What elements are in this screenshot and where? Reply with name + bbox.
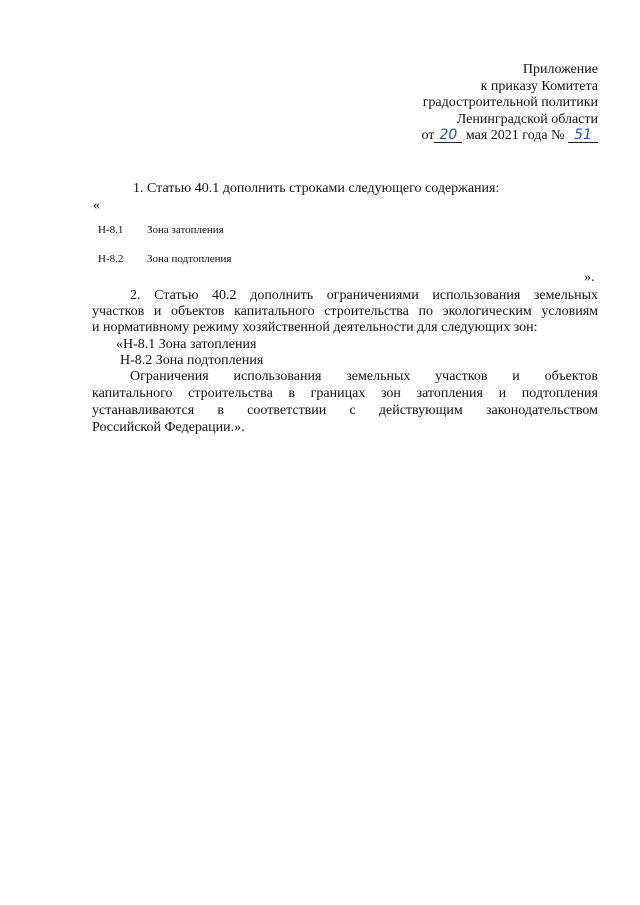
handwritten-date: 20 (434, 128, 462, 143)
close-quote: ». (584, 270, 595, 285)
header-line-2: к приказу Комитета (480, 78, 598, 94)
table-row-code: Н-8.2 (98, 253, 124, 265)
date-prefix: от (421, 128, 435, 143)
table-row-name: Зона затопления (147, 224, 224, 236)
item-2-line-3: и нормативному режиму хозяйственной деятельности для следующих зон: (92, 320, 538, 335)
zone-1: «Н-8.1 Зона затопления (116, 337, 257, 352)
header-line-3: градостроительной политики (422, 95, 598, 110)
para-line-2: капитального строительства в границах зон затопления и подтопления (92, 386, 598, 401)
header-date-line (421, 128, 598, 145)
item-2-line-2: участков и объектов капитального строительства по экологическим условиям (92, 304, 598, 319)
appendix-header (421, 62, 598, 145)
zone-2: Н-8.2 Зона подтопления (120, 353, 264, 368)
header-line-1: Приложение (522, 62, 598, 77)
date-suffix: мая 2021 года № (465, 128, 565, 143)
open-quote: « (93, 198, 100, 213)
header-line-4: Ленинградской области (456, 111, 598, 127)
table-row-code: Н-8.1 (98, 224, 124, 236)
para-line-4: Российской Федерации.». (92, 420, 245, 435)
para-line-3: устанавливаются в соответствии с действующим законодательством (92, 403, 598, 418)
item-1-text: 1. Статью 40.1 дополнить строками следующего содержания: (133, 181, 500, 196)
table-row-name: Зона подтопления (147, 253, 232, 265)
para-line-1: Ограничения использования земельных участков и объектов (130, 369, 598, 384)
item-2-line-1: 2. Статью 40.2 дополнить ограничениями использования земельных (130, 288, 598, 303)
handwritten-number: 51 (568, 128, 598, 143)
